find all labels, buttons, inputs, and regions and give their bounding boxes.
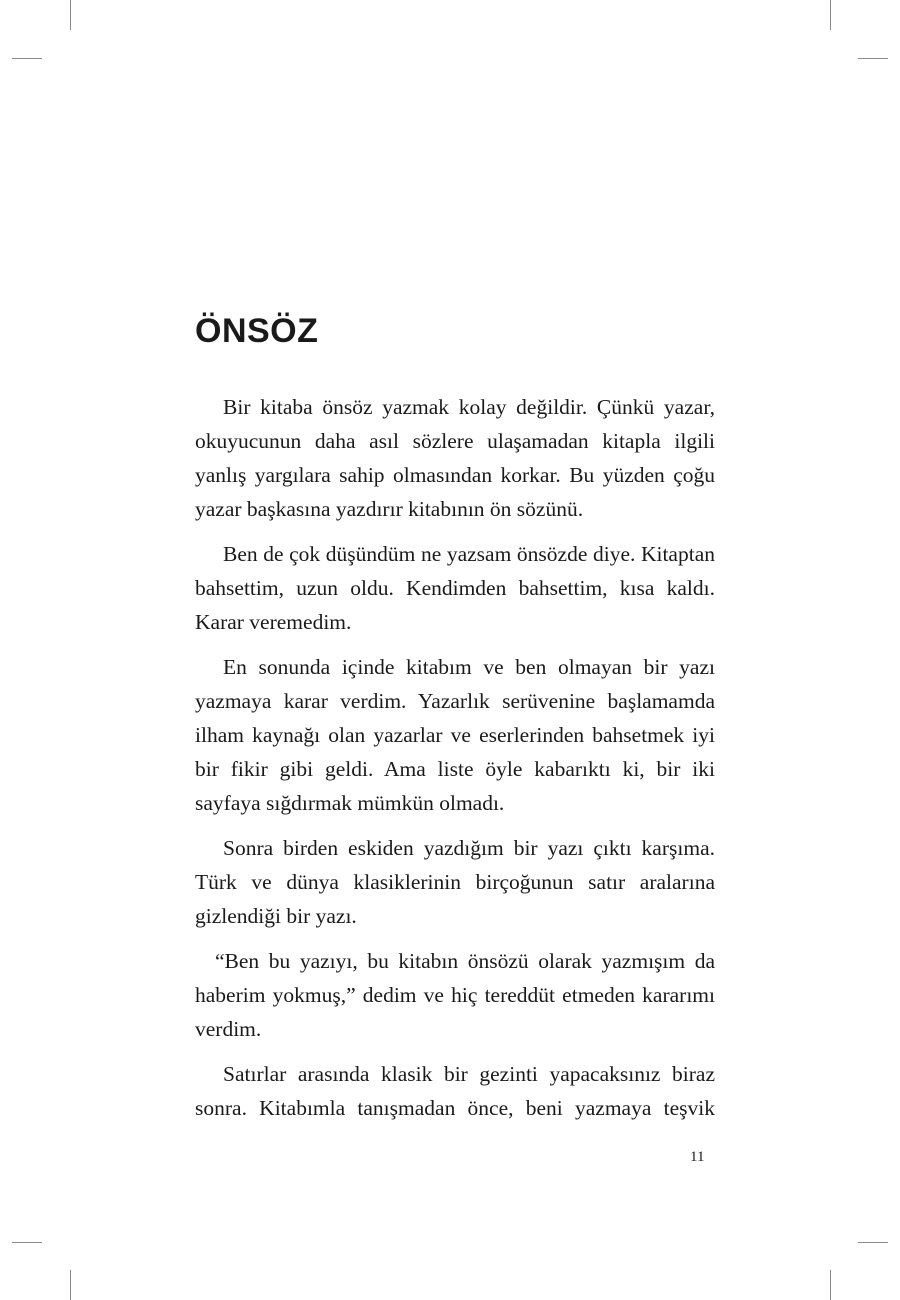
paragraph: Bir kitaba önsöz yazmak kolay değildir. Çünkü yazar, okuyucunun daha asıl sözlere ulaşamadan kitapla ilgili yanlış yargılara sahip olmasından korkar. Bu yüzden çoğu yazar başkasına yazdırır kitabının ön sözünü. <box>195 395 715 521</box>
paragraph-quote: “Ben bu yazıyı, bu kitabın önsözü olarak yazmışım da haberim yokmuş,” dedim ve hiç tereddüt etmeden kararımı verdim. <box>195 949 715 1041</box>
crop-mark-bottom-left-vertical <box>70 1270 71 1300</box>
crop-mark-top-right-vertical <box>830 0 831 30</box>
paragraph: Satırlar arasında klasik bir gezinti yapacaksınız biraz sonra. Kitabımla tanışmadan önce, beni yazmaya teşvik <box>195 1062 715 1120</box>
paragraph: Sonra birden eskiden yazdığım bir yazı çıktı karşıma. Türk ve dünya klasiklerinin birçoğunun satır aralarına gizlendiği bir yazı. <box>195 836 715 928</box>
crop-mark-top-left-horizontal <box>12 58 42 59</box>
paragraph: Ben de çok düşündüm ne yazsam önsözde diye. Kitaptan bahsettim, uzun oldu. Kendimden bahsettim, kısa kaldı. Karar veremedim. <box>195 542 715 634</box>
paragraph: En sonunda içinde kitabım ve ben olmayan bir yazı yazmaya karar verdim. Yazarlık serüvenine başlamamda ilham kaynağı olan yazarlar ve eserlerinden bahsetmek iyi bir fikir gibi geldi. Ama liste öyle kabarıktı ki, bir iki sayfaya sığdırmak mümkün olmadı. <box>195 655 715 815</box>
crop-mark-bottom-right-horizontal <box>858 1242 888 1243</box>
crop-mark-top-right-horizontal <box>858 58 888 59</box>
crop-mark-bottom-left-horizontal <box>12 1242 42 1243</box>
crop-mark-bottom-right-vertical <box>830 1270 831 1300</box>
page-number: 11 <box>690 1149 705 1165</box>
crop-mark-top-left-vertical <box>70 0 71 30</box>
page-title: ÖNSÖZ <box>195 312 319 350</box>
body-text <box>195 390 715 1136</box>
